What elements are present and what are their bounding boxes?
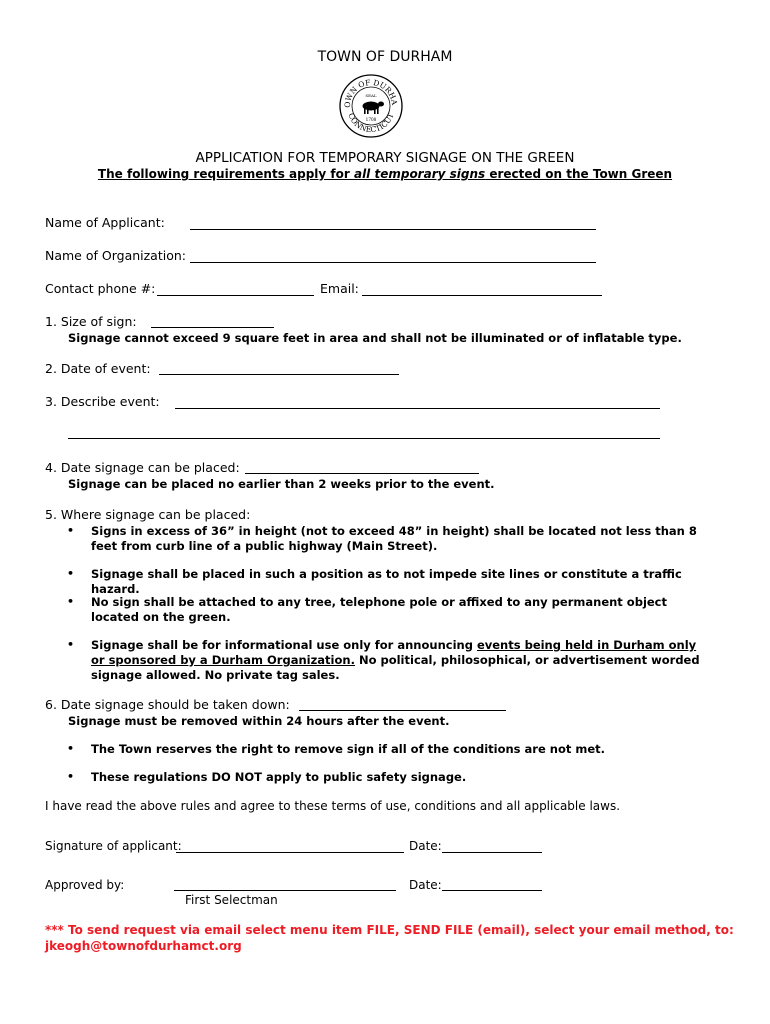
email-instructions: *** To send request via email select menu item FILE, SEND FILE (email), select your email method, to:	[45, 923, 734, 937]
placed-note: Signage can be placed no earlier than 2 weeks prior to the event.	[68, 477, 495, 491]
agreement-text: I have read the above rules and agree to these terms of use, conditions and all applicable laws.	[45, 799, 621, 813]
where-label: 5. Where signage can be placed:	[45, 507, 251, 522]
bullet-icon: •	[67, 567, 75, 580]
organization-field[interactable]	[190, 262, 596, 263]
date-field[interactable]	[159, 374, 399, 375]
applicant-label: Name of Applicant:	[45, 215, 165, 230]
where-bullet-3: No sign shall be attached to any tree, telephone pole or affixed to any permanent object located on the green.	[91, 595, 667, 624]
seal-year: 1708	[365, 117, 377, 122]
removed-bullet-1: The Town reserves the right to remove sign if all of the conditions are not met.	[91, 742, 606, 756]
form-subtitle: The following requirements apply for all temporary signs erected on the Town Green	[97, 167, 673, 181]
applicant-field[interactable]	[190, 229, 596, 230]
bullet-icon: •	[67, 524, 75, 537]
describe-label: 3. Describe event:	[45, 394, 160, 409]
date1-field[interactable]	[442, 852, 542, 853]
size-label: 1. Size of sign:	[45, 314, 137, 329]
where-bullet-2: Signage shall be placed in such a position as to not impede site lines or constitute a traffic hazard.	[91, 567, 682, 596]
form-title: APPLICATION FOR TEMPORARY SIGNAGE ON THE GREEN	[195, 150, 575, 166]
where-bullet-1: Signs in excess of 36” in height (not to exceed 48” in height) shall be located not less than 8 feet from curb line of a public highway (Main Street).	[91, 524, 697, 553]
describe-field[interactable]	[175, 408, 660, 409]
bullet-icon: •	[67, 742, 75, 755]
cow-icon	[363, 102, 385, 115]
town-name: TOWN OF DURHAM	[317, 49, 453, 65]
approved-label: Approved by:	[45, 878, 125, 892]
seal-text-seal: SEAL	[365, 93, 377, 98]
removed-field[interactable]	[299, 710, 506, 711]
placed-field[interactable]	[245, 473, 479, 474]
bullet-icon: •	[67, 770, 75, 783]
removed-note: Signage must be removed within 24 hours after the event.	[68, 714, 450, 728]
bullet-icon: •	[67, 595, 75, 608]
signature-label: Signature of applicant:	[45, 839, 182, 853]
signature-field[interactable]	[176, 852, 404, 853]
where-bullet-4: Signage shall be for informational use only for announcing events being held in Durham only or sponsored by a Durham Organization. No political, philosophical, or advertisement worded signage allowed. No private tag sales.	[91, 638, 700, 682]
seal-text-bottom: CONNECTICUT	[346, 111, 396, 135]
town-seal	[338, 73, 404, 139]
size-note: Signage cannot exceed 9 square feet in area and shall not be illuminated or of inflatable type.	[68, 331, 682, 345]
organization-label: Name of Organization:	[45, 248, 186, 263]
seal-icon	[338, 73, 404, 139]
size-field[interactable]	[151, 327, 274, 328]
bullet-icon: •	[67, 638, 75, 651]
approved-field[interactable]	[174, 890, 396, 891]
date1-label: Date:	[409, 839, 442, 853]
selectman-label: First Selectman	[185, 893, 278, 907]
date2-field[interactable]	[442, 890, 542, 891]
phone-label: Contact phone #:	[45, 281, 156, 296]
describe-field-line2[interactable]	[68, 438, 660, 439]
removed-bullet-2: These regulations DO NOT apply to public safety signage.	[91, 770, 467, 784]
removed-label: 6. Date signage should be taken down:	[45, 697, 290, 712]
phone-field[interactable]	[157, 295, 314, 296]
placed-label: 4. Date signage can be placed:	[45, 460, 240, 475]
email-address-link[interactable]: jkeogh@townofdurhamct.org	[45, 939, 242, 953]
email-field[interactable]	[362, 295, 602, 296]
date-label: 2. Date of event:	[45, 361, 151, 376]
date2-label: Date:	[409, 878, 442, 892]
email-label: Email:	[320, 281, 359, 296]
seal-text-top: OWN OF DURHA	[342, 77, 400, 109]
